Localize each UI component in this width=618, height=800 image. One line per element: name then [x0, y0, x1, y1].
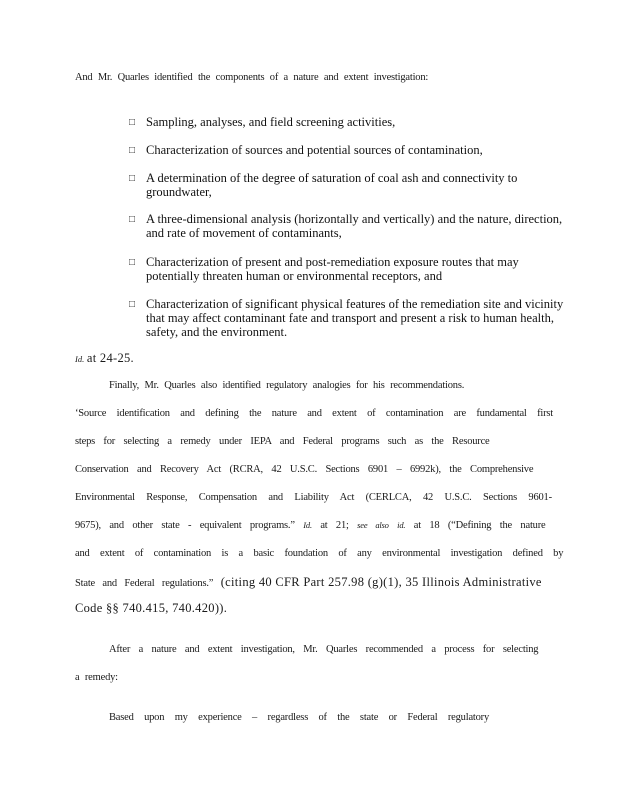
bullet-checkbox-icon: □ — [129, 145, 136, 156]
block-quote-line: Based upon my experience – regardless of the state or Federal regulatory — [109, 712, 490, 723]
bullet-checkbox-icon: □ — [129, 173, 136, 184]
paragraph-line — [75, 520, 545, 531]
line-text: 9675), and other state - equivalent programs.” — [75, 520, 295, 531]
citation-text: (citing 40 CFR Part 257.98 (g)(1), 35 Illinois Administrative — [220, 575, 542, 589]
list-item: Characterization of significant physical features of the remediation site and vicinity that may affect contaminant fate and transport and present a risk to human health, safety, and the environment. — [146, 297, 564, 339]
list-item: Characterization of present and post-remediation exposure routes that may potentially threaten human or environmental receptors, and — [146, 255, 519, 283]
pin-cite: at 24-25. — [86, 351, 134, 365]
line-text: at 21; — [320, 520, 349, 531]
list-item: Characterization of sources and potential sources of contamination, — [146, 143, 483, 157]
bullet-checkbox-icon: □ — [129, 214, 136, 225]
list-item: A determination of the degree of saturation of coal ash and connectivity to groundwater, — [146, 171, 518, 199]
id-abbrev: Id. — [75, 354, 85, 364]
paragraph-line: Finally, Mr. Quarles also identified regulatory analogies for his recommendations. — [109, 380, 465, 391]
bullet-checkbox-icon: □ — [129, 299, 136, 310]
paragraph-line: and extent of contamination is a basic foundation of any environmental investigation defined by — [75, 548, 564, 559]
paragraph-line: Environmental Response, Compensation and Liability Act (CERLCA, 42 U.S.C. Sections 9601- — [75, 492, 552, 503]
paragraph-line: Conservation and Recovery Act (RCRA, 42 U.S.C. Sections 6901 – 6992k), the Comprehensive — [75, 464, 534, 475]
id-abbrev: Id. — [303, 520, 312, 530]
bullet-checkbox-icon: □ — [129, 257, 136, 268]
paragraph-line: Code §§ 740.415, 740.420)). — [75, 601, 228, 615]
see-also-signal: see also — [357, 520, 389, 530]
line-text: at 18 (“Defining the nature — [413, 520, 546, 531]
paragraph-line — [75, 575, 542, 590]
id-abbrev: id. — [397, 520, 406, 530]
bullet-checkbox-icon: □ — [129, 117, 136, 128]
paragraph-line: After a nature and extent investigation, Mr. Quarles recommended a process for selecting — [109, 644, 539, 655]
line-text: State and Federal regulations.” — [75, 578, 214, 589]
list-item: Sampling, analyses, and field screening activities, — [146, 115, 396, 129]
intro-line: And Mr. Quarles identified the components of a nature and extent investigation: — [75, 72, 429, 83]
list-item: A three-dimensional analysis (horizontally and vertically) and the nature, direction, and rate of movement of contaminants, — [146, 212, 563, 240]
citation-id — [75, 351, 134, 366]
paragraph-line: a remedy: — [75, 672, 118, 683]
paragraph-line: ‘Source identification and defining the nature and extent of contamination are fundamental first — [75, 408, 553, 419]
paragraph-line: steps for selecting a remedy under IEPA and Federal programs such as the Resource — [75, 436, 490, 447]
